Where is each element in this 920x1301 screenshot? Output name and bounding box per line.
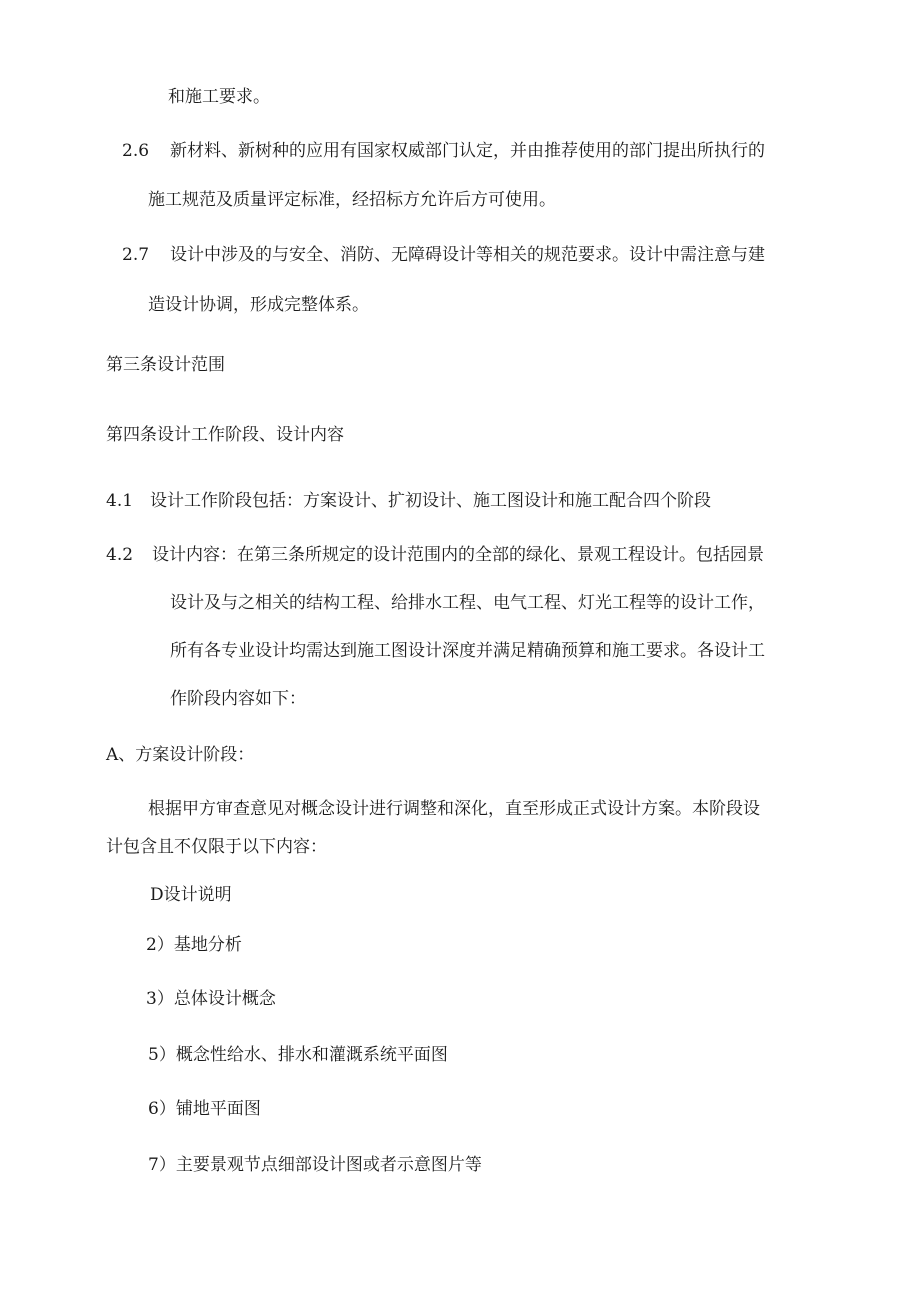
clause-4-1-number: 4.1 <box>106 491 134 511</box>
section-a-heading: A、方案设计阶段： <box>106 745 255 765</box>
list-item: D设计说明 <box>150 885 232 905</box>
section-a-paragraph-line-2: 计包含且不仅限于以下内容： <box>106 837 327 857</box>
clause-4-1-text: 设计工作阶段包括：方案设计、扩初设计、施工图设计和施工配合四个阶段 <box>150 491 711 511</box>
clause-2-7-line-2: 造设计协调，形成完整体系。 <box>148 295 369 315</box>
list-item: 3）总体设计概念 <box>146 989 276 1009</box>
list-item: 5）概念性给水、排水和灌溉系统平面图 <box>148 1045 448 1065</box>
article-3-heading: 第三条设计范围 <box>106 355 225 375</box>
clause-4-2-number: 4.2 <box>106 545 134 565</box>
list-item: 6）铺地平面图 <box>148 1099 261 1119</box>
clause-2-6-line-1: 新材料、新树种的应用有国家权威部门认定，并由推荐使用的部门提出所执行的 <box>170 141 765 161</box>
continuation-text: 和施工要求。 <box>168 87 270 107</box>
article-4-heading: 第四条设计工作阶段、设计内容 <box>106 425 344 445</box>
clause-4-2-line-3: 所有各专业设计均需达到施工图设计深度并满足精确预算和施工要求。各设计工 <box>170 641 765 661</box>
clause-4-2-line-4: 作阶段内容如下： <box>170 689 306 709</box>
clause-4-2-line-1: 设计内容：在第三条所规定的设计范围内的全部的绿化、景观工程设计。包括园景 <box>152 545 764 565</box>
clause-4-2-line-2: 设计及与之相关的结构工程、给排水工程、电气工程、灯光工程等的设计工作， <box>170 593 765 613</box>
clause-2-6-line-2: 施工规范及质量评定标准，经招标方允许后方可使用。 <box>148 190 556 210</box>
list-item: 7）主要景观节点细部设计图或者示意图片等 <box>148 1155 482 1175</box>
section-a-paragraph-line-1: 根据甲方审查意见对概念设计进行调整和深化，直至形成正式设计方案。本阶段设 <box>148 799 760 819</box>
clause-2-7-line-1: 设计中涉及的与安全、消防、无障碍设计等相关的规范要求。设计中需注意与建 <box>170 245 765 265</box>
clause-2-6-number: 2.6 <box>122 141 150 161</box>
clause-2-7-number: 2.7 <box>122 245 150 265</box>
list-item: 2）基地分析 <box>146 935 242 955</box>
